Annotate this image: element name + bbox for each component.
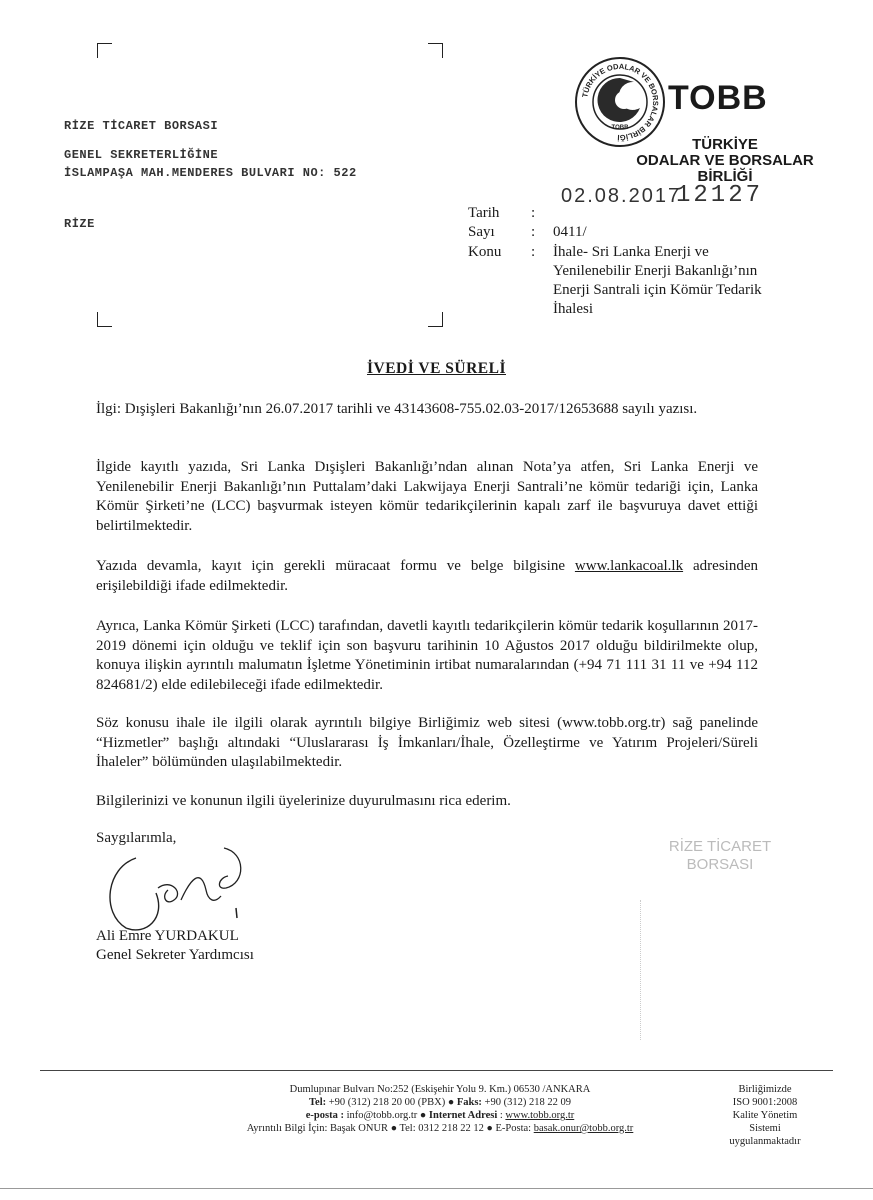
org-name [620,137,830,185]
iso-line: Kalite Yönetim [732,1110,798,1121]
subject-line: İhale- Sri Lanka Enerji ve [553,244,709,260]
addressee-line2: GENEL SEKRETERLİĞİNE [64,148,219,162]
footer-phone-line [190,1096,690,1109]
subject-label: Konu [468,244,502,260]
contact-person: Ayrıntılı Bilgi İçin: Başak ONUR [246,1123,389,1134]
fax-value: +90 (312) 218 22 09 [484,1097,571,1108]
addressee-line1: RİZE TİCARET BORSASI [64,119,219,133]
footer-contact-line [190,1122,690,1135]
lankacoal-link[interactable]: www.lankacoal.lk [574,558,684,574]
tobb-seal-logo [574,56,666,148]
scan-edge [0,1188,873,1189]
urgency-heading: İVEDİ VE SÜRELİ [366,360,506,377]
org-line1: TÜRKİYE [692,136,758,153]
subject-line: Enerji Santrali için Kömür Tedarik [553,282,762,298]
handwritten-signature [96,838,256,938]
paragraph-details: Ayrıca, Lanka Kömür Şirketi (LCC) tarafından, davetli kayıtlı tedarikçilerin kömür tedarik koşullarının 2017-2019 dönemi için olduğu ve teklif için son başvuru tarihinin 10 Ağustos 2017 olduğu bildirilmekte olup, konuya ilişkin ayrıntılı malumatın İşletme Yönetiminin irtibat numaralarından (+94 71 111 31 11 ve +94 112 824681/2) elde edilebileceği ifade edilmektedir. [96,618,758,693]
bullet-icon: ● [447,1097,455,1108]
org-line3: BİRLİĞİ [697,168,753,185]
window-corner-top-right [428,43,443,58]
subject-line: İhalesi [553,301,593,317]
addressee-city: RİZE [64,217,95,231]
number-value: 0411/ [553,224,587,240]
bullet-icon: ● [419,1110,427,1121]
paragraph-reference: İlgi: Dışişleri Bakanlığı’nın 26.07.2017 tarihli ve 43143608-755.02.03-2017/12653688 sayılı yazısı. [96,401,698,417]
iso-line: ISO 9001:2008 [732,1097,798,1108]
org-line2: ODALAR VE BORSALAR [636,152,814,169]
bullet-icon: ● [390,1123,398,1134]
tel-value: +90 (312) 218 20 00 (PBX) [328,1097,446,1108]
subject-value [553,243,783,319]
footer-divider [40,1070,833,1071]
footer-contact [190,1083,690,1135]
closing-greeting: Saygılarımla, [96,830,177,846]
window-corner-top-left [97,43,112,58]
bullet-icon: ● [486,1123,493,1134]
web-link[interactable]: www.tobb.org.tr [505,1110,575,1121]
signatory-name: Ali Emre YURDAKUL [96,928,239,944]
iso-line: Sistemi [749,1123,781,1134]
date-colon: : [531,205,536,221]
paragraph-closing-request: Bilgilerinizi ve konunun ilgili üyelerinize duyurulmasını rica ederim. [96,793,511,809]
iso-line: Birliğimizde [738,1084,792,1095]
subject-line: Yenilenebilir Enerji Bakanlığı’nın [553,263,758,279]
contact-email-label: E-Posta: [495,1123,532,1134]
p3-text-after: adresinden erişilebildiği ifade edilmektedir. [96,558,758,594]
p3-text-before: Yazıda devamla, kayıt için gerekli müracaat formu ve belge bilgisine [96,558,575,574]
iso-line: uygulanmaktadır [729,1136,801,1147]
window-corner-bottom-left [97,312,112,327]
iso-notice [715,1083,815,1148]
seal-inner-text: TOBB [611,125,629,131]
footer-address: Dumlupınar Bulvarı No:252 (Eskişehir Yolu 9. Km.) 06530 /ANKARA [289,1084,591,1095]
stamp-number: 12127 [676,182,764,209]
subject-colon: : [531,244,536,260]
footer-web-line: e-posta : info@tobb.org.tr ● Internet Adresi : www.tobb.org.tr [305,1110,575,1121]
email-value[interactable]: info@tobb.org.tr [346,1110,418,1121]
date-label: Tarih [468,205,500,221]
fax-label: Faks: [456,1097,482,1108]
seal-ring-text: TÜRKİYE ODALAR VE BORSALAR BİRLİĞİ [580,61,661,143]
window-corner-bottom-right [428,312,443,327]
paragraph-intro: İlgide kayıtlı yazıda, Sri Lanka Dışişleri Bakanlığı’ndan alınan Nota’ya atfen, Sri Lanka Enerji ve Yenilenebilir Enerji Bakanlığı’nın Puttalam’daki Lakwijaya Enerji Santrali’ne kömür tedariği için, Lanka Kömür Şirketi’ne (LCC) başvurmak isteyen kömür tedarikçilerinin kapalı zarf ile başvuruya davet ettiği belirtilmektedir. [96,459,758,534]
received-stamp [635,838,805,874]
number-label: Sayı [468,224,495,240]
contact-email-link[interactable]: basak.onur@tobb.org.tr [533,1123,634,1134]
paragraph-website: Söz konusu ihale ile ilgili olarak ayrıntılı bilgiye Birliğimiz web sitesi (www.tobb.org.tr) sağ panelinde “Hizmetler” başlığı altındaki “Uluslararası İş İmkanları/İhale, Özelleştirme ve Yatırım Projeleri/Süreli İhaleler” bölümünden ulaşılabilmektedir. [96,715,758,770]
received-stamp-frame [640,900,791,1040]
number-colon: : [531,224,536,240]
received-stamp-line1: RİZE TİCARET [668,838,772,855]
paragraph-registration [96,557,758,596]
tobb-wordmark: TOBB [668,79,768,117]
stamp-date: 02.08.2017 [561,185,682,207]
email-label: e-posta : [305,1110,344,1121]
web-label: Internet Adresi [428,1110,498,1121]
signatory-title: Genel Sekreter Yardımcısı [96,947,254,963]
received-stamp-line2: BORSASI [686,856,754,873]
contact-tel: Tel: 0312 218 22 12 [399,1123,484,1134]
addressee-line3: İSLAMPAŞA MAH.MENDERES BULVARI NO: 522 [64,166,357,180]
tel-label: Tel: [309,1097,327,1108]
